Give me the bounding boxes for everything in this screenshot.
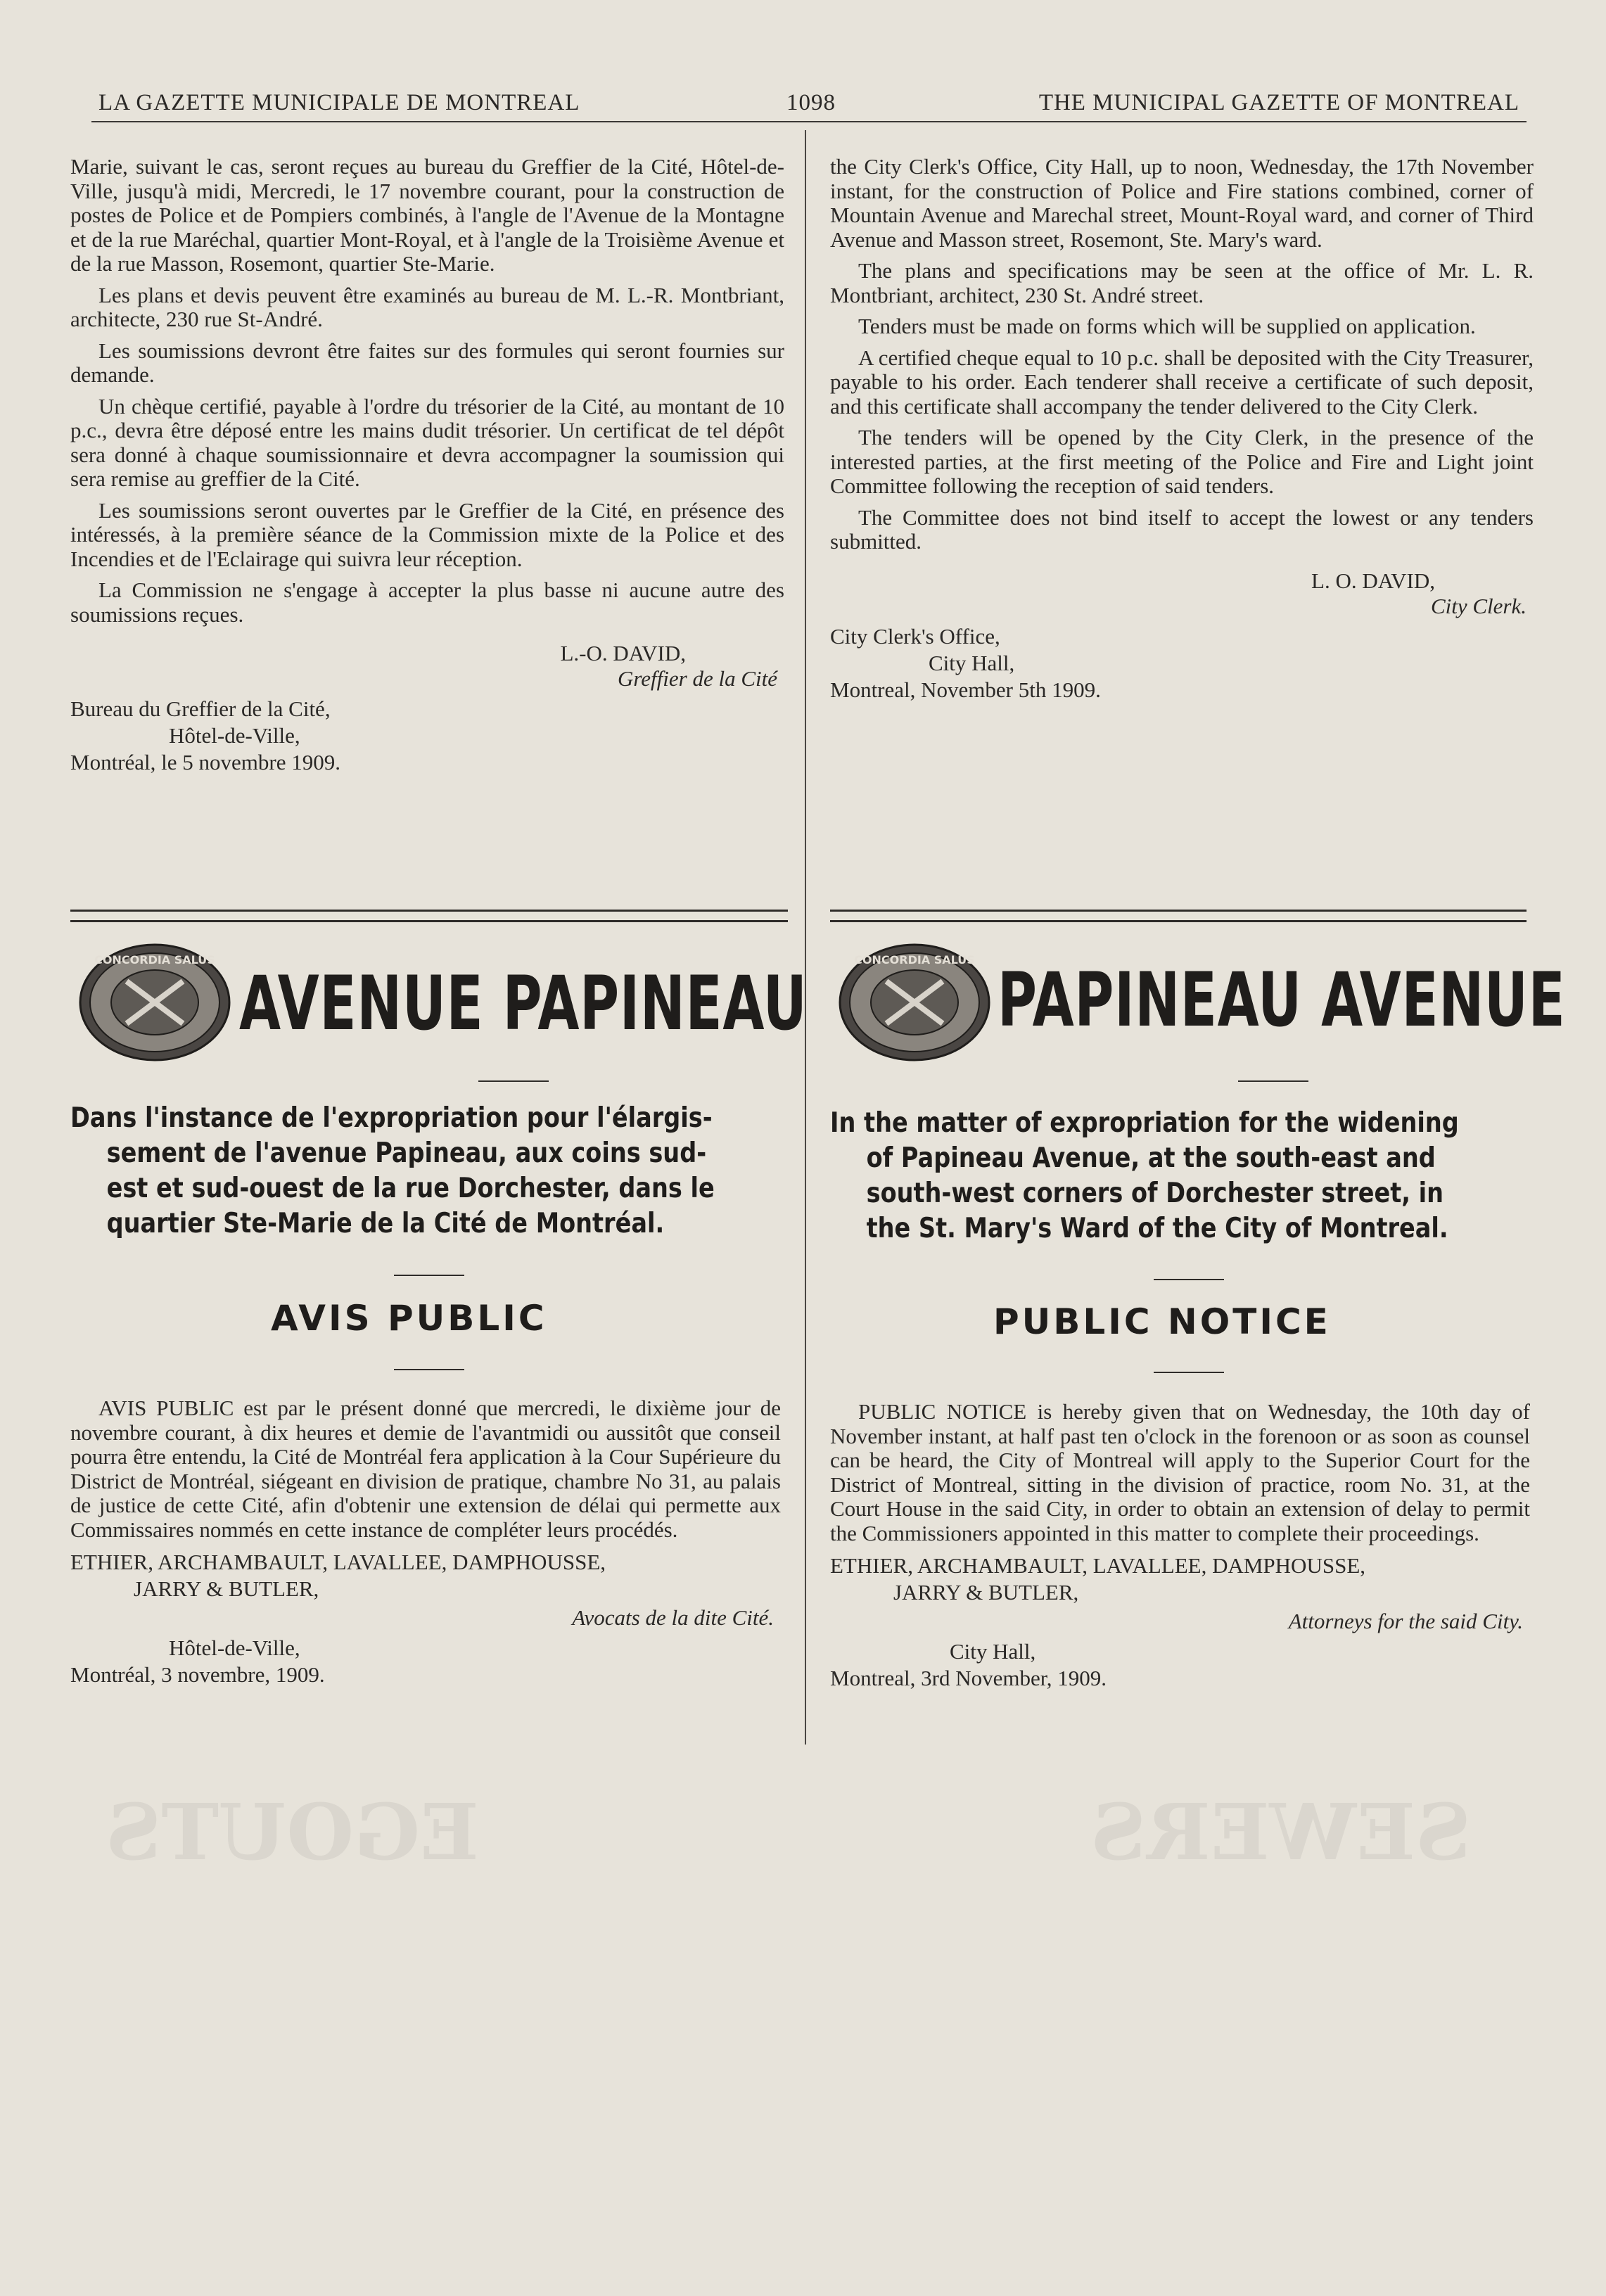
- short-rule: [478, 1080, 549, 1082]
- firm-line: JARRY & BUTLER,: [893, 1580, 1079, 1605]
- paragraph: the City Clerk's Office, City Hall, up to noon, Wednesday, the 17th November instant, for the construction of Police and Fire stations combined, corner of Mountain Avenue and Marechal street, Mount-Royal ward, and corner of Third Avenue and Masson street, Rosemont, Ste. Mary's ward.: [830, 154, 1534, 252]
- seal-text: CONCORDIA SALUS: [94, 953, 215, 967]
- short-rule: [1154, 1372, 1224, 1373]
- firm-title: Attorneys for the said City.: [1288, 1609, 1523, 1633]
- paragraph: Les soumissions seront ouvertes par le Greffier de la Cité, en présence des intéressés, à la première séance de la Commission mixte de la Police et des Incendies et de l'Eclairage qui suivra leur réception.: [70, 497, 784, 571]
- case-line: sement de l'avenue Papineau, aux coins sud-: [106, 1137, 707, 1169]
- short-rule: [1154, 1279, 1224, 1280]
- show-through-left: EGOUTS: [106, 1787, 479, 1877]
- notice-heading: PAPINEAU AVENUE: [998, 957, 1566, 1043]
- paragraph: Un chèque certifié, payable à l'ordre du trésorier de la Cité, au montant de 10 p.c., devra être déposé entre les mains dudit trésorier. Un certificat de tel dépôt sera donné à chaque soumissionnaire et devra accompagner la soumission qui sera remise au greffier de la Cité.: [70, 393, 784, 491]
- running-header: [98, 90, 1519, 129]
- paragraph: A certified cheque equal to 10 p.c. shall be deposited with the City Treasurer, payable to his order. Each tenderer shall receive a certificate of such deposit, and this certificate shall accompany the tender delivered to the City Clerk.: [830, 345, 1534, 419]
- firm-line: ETHIER, ARCHAMBAULT, LAVALLEE, DAMPHOUSSE,: [830, 1553, 1365, 1578]
- section-double-rule: [830, 910, 1527, 922]
- address-line: Hôtel-de-Ville,: [169, 1635, 300, 1660]
- case-line: Dans l'instance de l'expropriation pour l'élargis-: [70, 1102, 713, 1134]
- case-line: est et sud-ouest de la rue Dorchester, dans le: [106, 1173, 715, 1204]
- public-notice-french: [70, 1396, 781, 1688]
- short-rule: [1238, 1080, 1308, 1082]
- address-line: City Hall,: [929, 650, 1015, 675]
- paragraph: Marie, suivant le cas, seront reçues au bureau du Greffier de la Cité, Hôtel-de-Ville, jusqu'à midi, Mercredi, le 17 novembre courant, pour la construction de postes de Police et de Pompiers combinés, à l'angle de l'Avenue de la Montagne et de la rue Maréchal, quartier Mont-Royal, et à l'angle de la Troisième Avenue et de la rue Masson, Rosemont, quartier Ste-Marie.: [70, 154, 784, 276]
- column-divider: [805, 130, 806, 1745]
- header-right: THE MUNICIPAL GAZETTE OF MONTREAL: [1038, 90, 1519, 115]
- firm-line: JARRY & BUTLER,: [134, 1576, 319, 1601]
- notice-title: PUBLIC NOTICE: [993, 1301, 1331, 1342]
- paragraph: Tenders must be made on forms which will be supplied on application.: [858, 314, 1476, 338]
- notice-title: AVIS PUBLIC: [271, 1298, 547, 1339]
- paragraph: Les soumissions devront être faites sur des formules qui seront fournies sur demande.: [70, 338, 784, 387]
- short-rule: [394, 1275, 464, 1276]
- address-line: Montreal, November 5th 1909.: [830, 677, 1101, 702]
- header-left: LA GAZETTE MUNICIPALE DE MONTREAL: [98, 90, 580, 115]
- address-line: Hôtel-de-Ville,: [169, 723, 300, 748]
- case-line: the St. Mary's Ward of the City of Montreal.: [866, 1213, 1448, 1244]
- show-through-right: SEWERS: [1090, 1787, 1472, 1877]
- paragraph: The tenders will be opened by the City Clerk, in the presence of the interested parties, at the first meeting of the Police and Fire and Light joint Committee following the reception of said tenders.: [830, 425, 1534, 498]
- firm-title: Avocats de la dite Cité.: [572, 1605, 774, 1630]
- notice-heading: AVENUE PAPINEAU: [239, 960, 808, 1047]
- paragraph: The Committee does not bind itself to accept the lowest or any tenders submitted.: [830, 504, 1534, 554]
- signature-name: L.-O. DAVID,: [560, 641, 686, 665]
- city-seal-icon: [77, 943, 232, 1062]
- paragraph: La Commission ne s'engage à accepter la plus basse ni aucune autre des soumissions reçues.: [70, 578, 784, 627]
- case-line: In the matter of expropriation for the widening: [830, 1107, 1459, 1139]
- address-line: Montreal, 3rd November, 1909.: [830, 1666, 1107, 1690]
- firm-line: ETHIER, ARCHAMBAULT, LAVALLEE, DAMPHOUSSE,: [70, 1550, 606, 1574]
- signature-name: L. O. DAVID,: [1311, 568, 1435, 593]
- page-number: 1098: [786, 90, 836, 115]
- paragraph: Les plans et devis peuvent être examinés au bureau de M. L.-R. Montbriant, architecte, 230 rue St-André.: [70, 282, 784, 331]
- signature-title: City Clerk.: [1430, 593, 1527, 618]
- city-seal-icon: [837, 943, 992, 1062]
- paragraph: The plans and specifications may be seen at the office of Mr. L. R. Montbriant, architect, 230 St. André street.: [830, 258, 1534, 307]
- case-description: [70, 1101, 772, 1242]
- public-notice-english: [830, 1400, 1530, 1692]
- case-line: quartier Ste-Marie de la Cité de Montréal.: [106, 1208, 665, 1239]
- signature-title: Greffier de la Cité: [617, 666, 777, 691]
- address-line: City Clerk's Office,: [830, 623, 1000, 649]
- paragraph: AVIS PUBLIC est par le présent donné que mercredi, le dixième jour de novembre courant, à dix heures et demie de l'avantmidi ou aussitôt que conseil pourra être entendu, la Cité de Montréal fera application à la Cour Supérieure du District de Montréal, siégeant en division de pratique, chambre No 31, au palais de justice de cette Cité, afin d'obtenir une extension de délai qui permette aux Commissaires nommés en cette instance de compléter leurs procédés.: [70, 1396, 781, 1542]
- address-line: City Hall,: [950, 1639, 1036, 1664]
- tender-notice-english: [830, 155, 1534, 703]
- case-description: [830, 1106, 1532, 1246]
- address-line: Bureau du Greffier de la Cité,: [70, 696, 331, 721]
- short-rule: [394, 1369, 464, 1370]
- tender-notice-french: [70, 155, 784, 776]
- address-line: Montréal, 3 novembre, 1909.: [70, 1662, 325, 1687]
- section-double-rule: [70, 910, 788, 922]
- case-line: of Papineau Avenue, at the south-east and: [866, 1142, 1436, 1174]
- case-line: south-west corners of Dorchester street, in: [866, 1178, 1444, 1209]
- paragraph: PUBLIC NOTICE is hereby given that on Wednesday, the 10th day of November instant, at half past ten o'clock in the forenoon or as soon as counsel can be heard, the City of Montreal will apply to the Superior Court for the District of Montreal, sitting in the division of practice, room No. 31, at the Court House in the said City, in order to obtain an extension of delay to permit the Commissioners appointed in this matter to complete their proceedings.: [830, 1399, 1530, 1545]
- header-rule: [91, 121, 1527, 122]
- seal-text: CONCORDIA SALUS: [854, 953, 975, 967]
- address-line: Montréal, le 5 novembre 1909.: [70, 750, 340, 774]
